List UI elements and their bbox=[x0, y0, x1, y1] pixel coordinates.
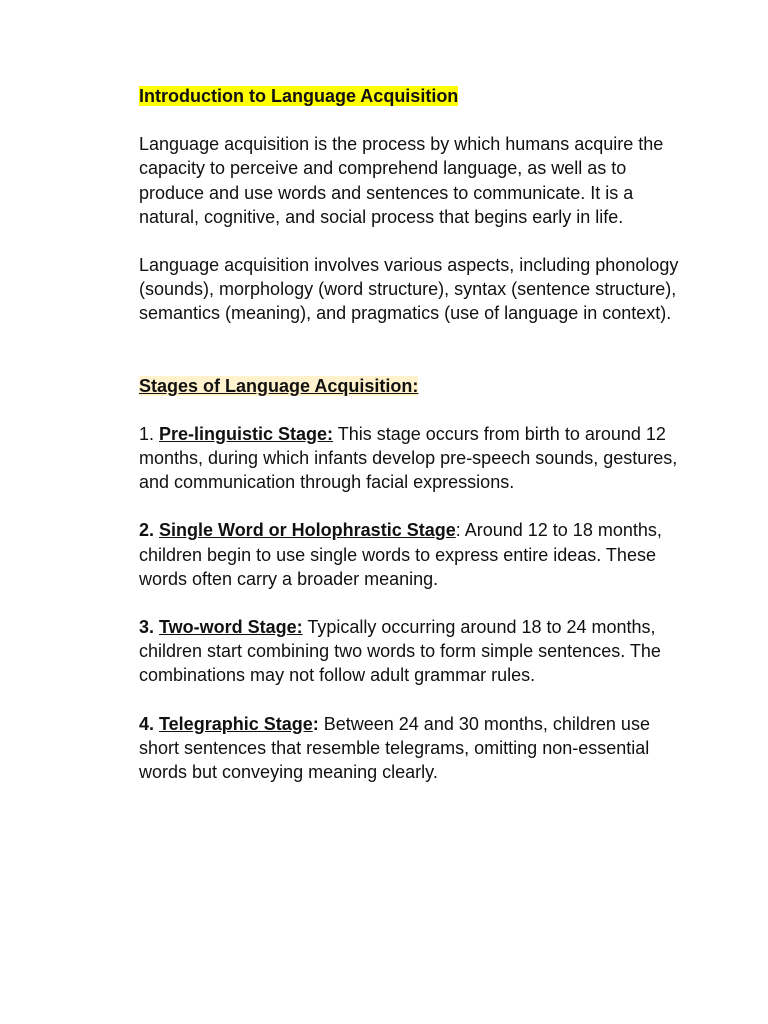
document-page bbox=[139, 84, 679, 808]
intro-heading-text: Introduction to Language Acquisition bbox=[139, 86, 459, 106]
stage-number: 3. bbox=[139, 617, 160, 638]
stage-number: 2. bbox=[139, 520, 160, 541]
stage-item-3 bbox=[139, 615, 679, 688]
stage-term-colon: : bbox=[312, 713, 319, 734]
stage-item-2 bbox=[139, 518, 679, 591]
stage-description: This stage occurs from birth to around 12 months, during which infants develop pre-speech sounds, gestures, and communication through facial expressions. bbox=[139, 423, 678, 493]
stages-heading-text: Stages of Language Acquisition: bbox=[139, 375, 419, 396]
intro-heading bbox=[139, 84, 679, 108]
stage-item-1 bbox=[139, 422, 679, 495]
stage-item-4 bbox=[139, 712, 679, 785]
stage-number: 1. bbox=[139, 423, 160, 444]
stage-description: Typically occurring around 18 to 24 months, children start combining two words to form simple sentences. The combinations may not follow adult grammar rules. bbox=[139, 617, 661, 686]
stage-term: Two-word Stage: bbox=[159, 617, 303, 638]
stage-number: 4. bbox=[139, 713, 160, 734]
intro-paragraph-1: Language acquisition is the process by which humans acquire the capacity to perceive and comprehend language, as well as to produce and use words and sentences to communicate. It is a natural, cognitive, and social process that begins early in life. bbox=[139, 134, 664, 227]
stage-term: Single Word or Holophrastic Stage bbox=[159, 520, 456, 541]
intro-paragraph-2: Language acquisition involves various aspects, including phonology (sounds), morphology (word structure), syntax (sentence structure), semantics (meaning), and pragmatics (use of language in context). bbox=[139, 255, 679, 324]
stage-term: Telegraphic Stage bbox=[159, 713, 313, 734]
stage-term: Pre-linguistic Stage: bbox=[159, 423, 334, 444]
stage-description: Between 24 and 30 months, children use short sentences that resemble telegrams, omitting non-essential words but conveying meaning clearly. bbox=[139, 713, 650, 783]
stages-heading bbox=[139, 374, 679, 398]
stage-description: : Around 12 to 18 months, children begin to use single words to express entire ideas. These words often carry a broader meaning. bbox=[139, 520, 662, 589]
